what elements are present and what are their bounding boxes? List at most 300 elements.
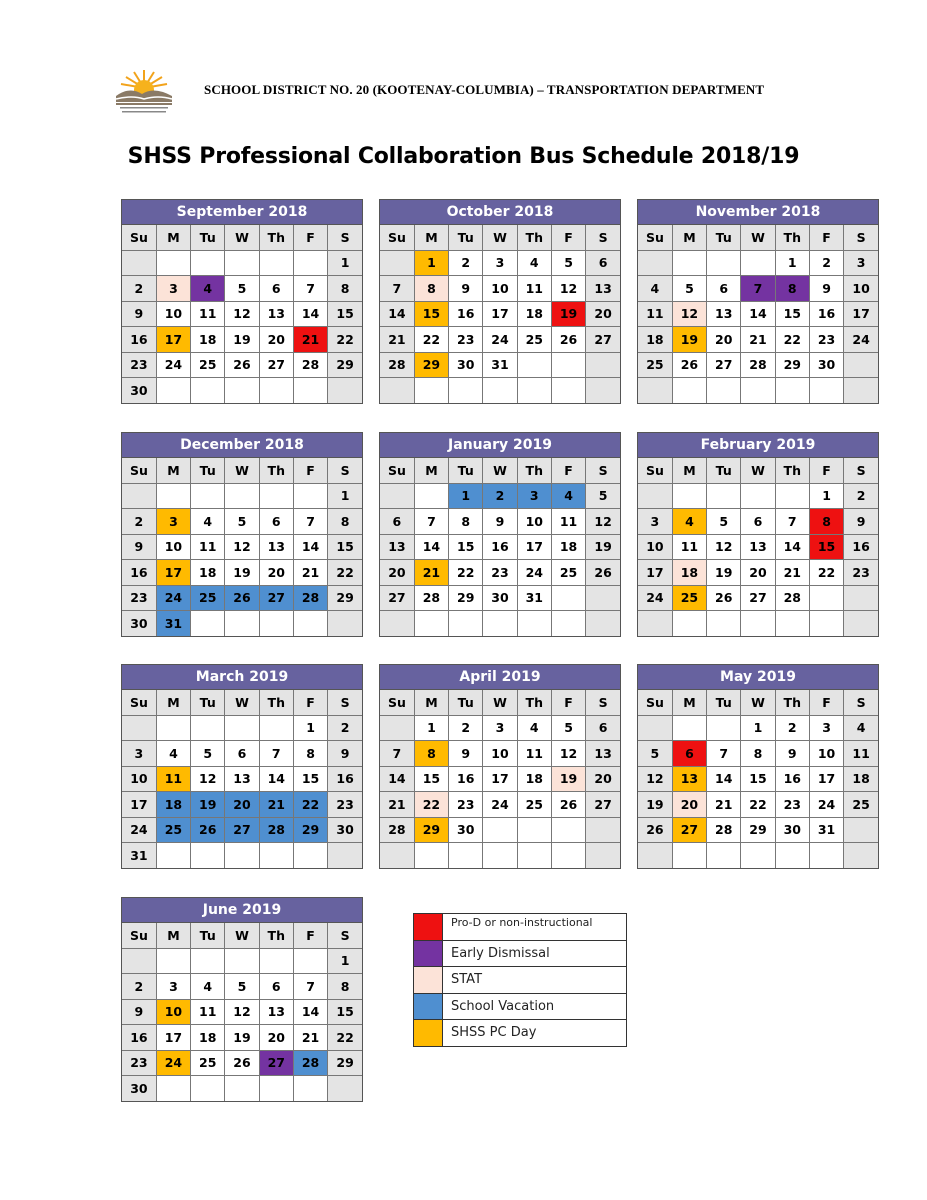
empty-day-cell	[809, 378, 843, 403]
calendar-day: 12	[638, 766, 672, 792]
weekday-header: F	[551, 225, 585, 250]
calendar-day: 15	[414, 301, 448, 327]
weekday-header: W	[225, 923, 259, 948]
weekday-header: W	[225, 458, 259, 483]
calendar-day: 30	[122, 378, 156, 403]
school-district-logo-icon	[112, 66, 176, 116]
calendar-day: 23	[328, 792, 362, 818]
empty-day-cell	[293, 250, 327, 276]
empty-day-cell	[225, 1076, 259, 1101]
calendar-day: 26	[638, 817, 672, 843]
weekday-header: M	[414, 225, 448, 250]
legend-item-stat	[414, 967, 626, 994]
empty-day-cell	[156, 378, 190, 403]
weekday-header: F	[293, 458, 327, 483]
empty-day-cell	[638, 483, 672, 509]
empty-day-cell	[638, 715, 672, 741]
empty-day-cell	[586, 611, 620, 636]
month-title: June 2019	[122, 898, 362, 923]
calendar-day: 18	[517, 766, 551, 792]
calendar-day: 1	[414, 715, 448, 741]
empty-day-cell	[844, 611, 878, 636]
month-calendar	[379, 199, 621, 404]
calendar-day: 7	[741, 276, 775, 302]
empty-day-cell	[328, 611, 362, 636]
calendar-day: 1	[741, 715, 775, 741]
calendar-day: 17	[122, 792, 156, 818]
legend-item-pc	[414, 1020, 626, 1046]
empty-day-cell	[741, 378, 775, 403]
weekday-header: S	[844, 690, 878, 715]
calendar-day: 24	[638, 585, 672, 611]
calendar-day: 4	[672, 509, 706, 535]
calendar-day: 18	[156, 792, 190, 818]
weekday-header: M	[156, 923, 190, 948]
weekday-header: Tu	[449, 225, 483, 250]
empty-day-cell	[741, 250, 775, 276]
calendar-day: 3	[156, 509, 190, 535]
calendar-day: 3	[809, 715, 843, 741]
empty-day-cell	[380, 250, 414, 276]
calendar-day: 4	[191, 276, 225, 302]
calendar-day: 9	[122, 301, 156, 327]
calendar-day: 14	[741, 301, 775, 327]
calendar-day: 2	[122, 276, 156, 302]
calendar-day: 21	[293, 1025, 327, 1051]
empty-day-cell	[380, 843, 414, 868]
calendar-day: 7	[293, 974, 327, 1000]
calendar-day: 16	[122, 1025, 156, 1051]
weekday-header: Tu	[191, 923, 225, 948]
calendar-day: 25	[191, 352, 225, 378]
calendar-day: 2	[809, 250, 843, 276]
weekday-header: M	[156, 690, 190, 715]
calendar-day: 20	[586, 301, 620, 327]
empty-day-cell	[586, 585, 620, 611]
calendar-day: 8	[449, 509, 483, 535]
empty-day-cell	[844, 843, 878, 868]
calendar-day: 27	[225, 817, 259, 843]
legend-swatch	[414, 1020, 443, 1046]
calendar-day: 10	[809, 741, 843, 767]
empty-day-cell	[586, 352, 620, 378]
legend-swatch	[414, 994, 443, 1020]
calendar-day: 11	[191, 999, 225, 1025]
calendar-day: 3	[156, 276, 190, 302]
weekday-header: Th	[517, 458, 551, 483]
calendar-day: 21	[380, 792, 414, 818]
legend-swatch	[414, 967, 443, 993]
calendar-day: 5	[551, 250, 585, 276]
empty-day-cell	[259, 715, 293, 741]
calendar-day: 29	[741, 817, 775, 843]
calendar-day: 23	[844, 560, 878, 586]
calendar-day: 21	[380, 327, 414, 353]
calendar-day: 23	[483, 560, 517, 586]
weekday-header: Su	[122, 690, 156, 715]
calendar-day: 20	[741, 560, 775, 586]
weekday-header: Th	[775, 225, 809, 250]
calendar-day: 1	[809, 483, 843, 509]
calendar-day: 17	[156, 1025, 190, 1051]
calendar-day: 3	[638, 509, 672, 535]
empty-day-cell	[844, 585, 878, 611]
calendar-day: 18	[844, 766, 878, 792]
month-calendar	[379, 432, 621, 637]
calendar-day: 14	[380, 301, 414, 327]
empty-day-cell	[707, 611, 741, 636]
weekday-header: Su	[638, 690, 672, 715]
month-calendar	[637, 664, 879, 869]
calendar-day: 10	[517, 509, 551, 535]
calendar-day: 22	[741, 792, 775, 818]
empty-day-cell	[551, 817, 585, 843]
empty-day-cell	[809, 585, 843, 611]
calendar-day: 17	[483, 766, 517, 792]
calendar-day: 15	[741, 766, 775, 792]
legend-label: School Vacation	[451, 998, 555, 1014]
empty-day-cell	[844, 817, 878, 843]
calendar-day: 5	[672, 276, 706, 302]
calendar-day: 24	[156, 585, 190, 611]
empty-day-cell	[156, 715, 190, 741]
calendar-day: 27	[707, 352, 741, 378]
calendar-day: 21	[293, 327, 327, 353]
calendar-day: 27	[741, 585, 775, 611]
calendar-day: 13	[586, 276, 620, 302]
calendar-day: 27	[259, 1050, 293, 1076]
empty-day-cell	[449, 611, 483, 636]
legend	[413, 913, 627, 1047]
calendar-day: 28	[380, 817, 414, 843]
weekday-header: S	[844, 458, 878, 483]
calendar-day: 19	[191, 792, 225, 818]
empty-day-cell	[156, 843, 190, 868]
empty-day-cell	[225, 948, 259, 974]
empty-day-cell	[483, 843, 517, 868]
calendar-day: 29	[328, 1050, 362, 1076]
empty-day-cell	[449, 378, 483, 403]
empty-day-cell	[844, 378, 878, 403]
weekday-header: F	[809, 225, 843, 250]
calendar-day: 18	[191, 327, 225, 353]
calendar-day: 16	[122, 327, 156, 353]
weekday-header: M	[672, 225, 706, 250]
calendar-day: 31	[517, 585, 551, 611]
calendar-day: 26	[191, 817, 225, 843]
empty-day-cell	[741, 843, 775, 868]
weekday-header: Th	[259, 225, 293, 250]
calendar-day: 8	[328, 509, 362, 535]
empty-day-cell	[775, 378, 809, 403]
calendar-day: 5	[191, 741, 225, 767]
weekday-header: W	[225, 225, 259, 250]
calendar-day: 22	[414, 327, 448, 353]
weekday-header: S	[586, 690, 620, 715]
calendar-day: 8	[414, 741, 448, 767]
calendar-day: 16	[122, 560, 156, 586]
month-title: April 2019	[380, 665, 620, 690]
calendar-day: 9	[844, 509, 878, 535]
calendar-day: 21	[775, 560, 809, 586]
calendar-day: 18	[517, 301, 551, 327]
calendar-day: 2	[449, 715, 483, 741]
month-calendar	[637, 199, 879, 404]
calendar-day: 23	[449, 327, 483, 353]
calendar-day: 12	[551, 741, 585, 767]
calendar-day: 13	[707, 301, 741, 327]
calendar-day: 20	[225, 792, 259, 818]
legend-item-vac	[414, 994, 626, 1021]
weekday-header: M	[414, 690, 448, 715]
calendar-day: 9	[449, 741, 483, 767]
month-calendar	[121, 897, 363, 1102]
calendar-day: 27	[259, 585, 293, 611]
calendar-day: 3	[844, 250, 878, 276]
empty-day-cell	[156, 948, 190, 974]
empty-day-cell	[741, 483, 775, 509]
weekday-header: W	[483, 690, 517, 715]
calendar-day: 8	[741, 741, 775, 767]
calendar-day: 13	[259, 999, 293, 1025]
calendar-day: 1	[449, 483, 483, 509]
calendar-day: 28	[775, 585, 809, 611]
empty-day-cell	[551, 585, 585, 611]
calendar-day: 28	[707, 817, 741, 843]
empty-day-cell	[293, 378, 327, 403]
calendar-day: 8	[328, 276, 362, 302]
empty-day-cell	[672, 378, 706, 403]
calendar-day: 17	[809, 766, 843, 792]
empty-day-cell	[741, 611, 775, 636]
calendar-day: 7	[293, 509, 327, 535]
calendar-day: 20	[380, 560, 414, 586]
calendar-day: 18	[672, 560, 706, 586]
empty-day-cell	[380, 378, 414, 403]
calendar-day: 25	[844, 792, 878, 818]
calendar-day: 26	[551, 792, 585, 818]
empty-day-cell	[414, 843, 448, 868]
calendar-day: 1	[414, 250, 448, 276]
weekday-header: S	[586, 458, 620, 483]
empty-day-cell	[259, 843, 293, 868]
weekday-header: Th	[259, 690, 293, 715]
calendar-day: 11	[191, 534, 225, 560]
empty-day-cell	[638, 378, 672, 403]
legend-label: Early Dismissal	[451, 945, 550, 961]
calendar-day: 31	[809, 817, 843, 843]
calendar-day: 14	[707, 766, 741, 792]
calendar-day: 19	[638, 792, 672, 818]
calendar-day: 16	[449, 301, 483, 327]
calendar-day: 30	[122, 1076, 156, 1101]
calendar-day: 1	[293, 715, 327, 741]
calendar-day: 31	[122, 843, 156, 868]
calendar-day: 12	[225, 301, 259, 327]
calendar-day: 15	[775, 301, 809, 327]
weekday-header: Su	[122, 225, 156, 250]
calendar-day: 29	[293, 817, 327, 843]
calendar-day: 25	[517, 792, 551, 818]
calendar-day: 27	[586, 792, 620, 818]
calendar-day: 25	[638, 352, 672, 378]
empty-day-cell	[586, 817, 620, 843]
calendar-day: 5	[551, 715, 585, 741]
calendar-day: 26	[672, 352, 706, 378]
calendar-day: 5	[586, 483, 620, 509]
calendar-day: 15	[293, 766, 327, 792]
calendar-day: 26	[586, 560, 620, 586]
calendar-day: 11	[517, 741, 551, 767]
month-calendar	[379, 664, 621, 869]
calendar-day: 8	[775, 276, 809, 302]
calendar-day: 20	[259, 327, 293, 353]
calendar-day: 13	[741, 534, 775, 560]
calendar-day: 9	[809, 276, 843, 302]
calendar-day: 14	[293, 999, 327, 1025]
calendar-day: 5	[707, 509, 741, 535]
calendar-day: 3	[156, 974, 190, 1000]
weekday-header: F	[293, 690, 327, 715]
weekday-header: M	[672, 690, 706, 715]
empty-day-cell	[707, 715, 741, 741]
empty-day-cell	[191, 483, 225, 509]
calendar-day: 19	[707, 560, 741, 586]
month-calendar	[637, 432, 879, 637]
calendar-day: 2	[775, 715, 809, 741]
calendar-day: 4	[844, 715, 878, 741]
calendar-day: 29	[414, 817, 448, 843]
empty-day-cell	[707, 250, 741, 276]
empty-day-cell	[586, 378, 620, 403]
empty-day-cell	[259, 250, 293, 276]
empty-day-cell	[191, 948, 225, 974]
calendar-day: 15	[328, 301, 362, 327]
weekday-header: Tu	[449, 458, 483, 483]
empty-day-cell	[707, 843, 741, 868]
calendar-day: 15	[328, 999, 362, 1025]
calendar-day: 30	[483, 585, 517, 611]
weekday-header: F	[551, 690, 585, 715]
calendar-day: 25	[156, 817, 190, 843]
calendar-day: 13	[672, 766, 706, 792]
weekday-header: S	[328, 225, 362, 250]
calendar-day: 13	[259, 301, 293, 327]
calendar-day: 7	[380, 276, 414, 302]
empty-day-cell	[225, 611, 259, 636]
calendar-day: 2	[122, 974, 156, 1000]
calendar-day: 14	[293, 534, 327, 560]
calendar-day: 10	[156, 301, 190, 327]
empty-day-cell	[156, 483, 190, 509]
calendar-day: 4	[191, 974, 225, 1000]
calendar-day: 11	[551, 509, 585, 535]
empty-day-cell	[156, 250, 190, 276]
calendar-day: 15	[414, 766, 448, 792]
weekday-header: Tu	[707, 458, 741, 483]
empty-day-cell	[122, 715, 156, 741]
calendar-day: 13	[586, 741, 620, 767]
calendar-day: 24	[517, 560, 551, 586]
calendar-day: 20	[672, 792, 706, 818]
empty-day-cell	[551, 352, 585, 378]
weekday-header: Th	[259, 458, 293, 483]
calendar-day: 26	[225, 1050, 259, 1076]
calendar-day: 6	[586, 715, 620, 741]
calendar-day: 22	[328, 560, 362, 586]
calendar-day: 30	[449, 352, 483, 378]
month-title: May 2019	[638, 665, 878, 690]
weekday-header: Tu	[191, 225, 225, 250]
empty-day-cell	[259, 948, 293, 974]
calendar-day: 18	[191, 1025, 225, 1051]
empty-day-cell	[225, 843, 259, 868]
calendar-day: 3	[122, 741, 156, 767]
calendar-day: 9	[122, 999, 156, 1025]
calendar-day: 17	[156, 327, 190, 353]
weekday-header: S	[586, 225, 620, 250]
calendar-day: 22	[775, 327, 809, 353]
calendar-day: 19	[672, 327, 706, 353]
weekday-header: Su	[122, 923, 156, 948]
weekday-header: Su	[638, 225, 672, 250]
weekday-header: F	[551, 458, 585, 483]
empty-day-cell	[638, 250, 672, 276]
calendar-day: 12	[225, 534, 259, 560]
calendar-day: 10	[844, 276, 878, 302]
calendar-day: 24	[156, 352, 190, 378]
empty-day-cell	[259, 611, 293, 636]
calendar-day: 14	[775, 534, 809, 560]
calendar-day: 22	[449, 560, 483, 586]
calendar-day: 30	[449, 817, 483, 843]
calendar-day: 26	[707, 585, 741, 611]
calendar-day: 19	[225, 1025, 259, 1051]
weekday-header: W	[741, 458, 775, 483]
calendar-day: 19	[551, 301, 585, 327]
calendar-day: 20	[259, 560, 293, 586]
month-calendar	[121, 199, 363, 404]
calendar-day: 22	[328, 327, 362, 353]
weekday-header: Th	[775, 458, 809, 483]
calendar-day: 7	[775, 509, 809, 535]
calendar-day: 17	[517, 534, 551, 560]
calendar-day: 30	[122, 611, 156, 636]
calendar-day: 16	[844, 534, 878, 560]
empty-day-cell	[483, 378, 517, 403]
weekday-header: M	[414, 458, 448, 483]
calendar-day: 31	[483, 352, 517, 378]
calendar-day: 6	[259, 974, 293, 1000]
calendar-day: 11	[191, 301, 225, 327]
month-title: March 2019	[122, 665, 362, 690]
weekday-header: Th	[517, 690, 551, 715]
weekday-header: Su	[380, 458, 414, 483]
empty-day-cell	[672, 843, 706, 868]
calendar-day: 22	[809, 560, 843, 586]
calendar-day: 9	[775, 741, 809, 767]
empty-day-cell	[293, 843, 327, 868]
empty-day-cell	[672, 715, 706, 741]
document-title: SHSS Professional Collaboration Bus Schedule 2018/19	[127, 144, 800, 169]
calendar-day: 3	[483, 250, 517, 276]
calendar-day: 12	[586, 509, 620, 535]
calendar-day: 19	[225, 327, 259, 353]
empty-day-cell	[517, 611, 551, 636]
calendar-day: 9	[449, 276, 483, 302]
calendar-day: 9	[122, 534, 156, 560]
calendar-day: 1	[328, 250, 362, 276]
